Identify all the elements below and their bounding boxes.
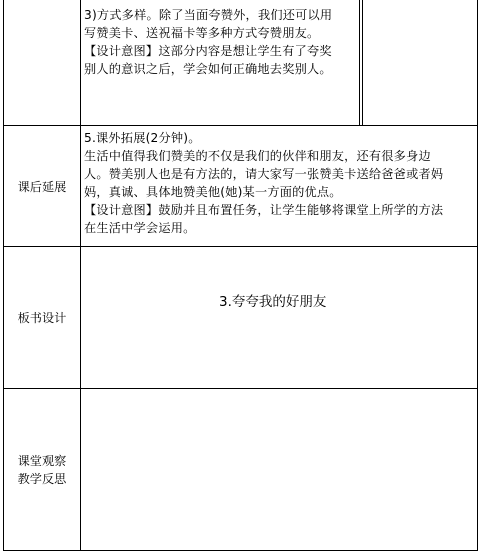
row1-line-4: 别人的意识之后，学会如何正确地去奖别人。: [84, 62, 332, 76]
row4-label-line-1: 课堂观察: [17, 454, 67, 468]
row2-line-6: 在生活中学会运用。: [84, 221, 196, 235]
row2-bottom-border: [3, 246, 478, 247]
row2-line-1: 5.课外拓展(2分钟)。: [84, 131, 201, 145]
row2-line-4: 妈，真诚、具体地赞美他(她)某一方面的优点。: [84, 185, 342, 199]
row1-line-1: 3)方式多样。除了当面夸赞外，我们还可以用: [84, 8, 333, 22]
board-design-title: 3.夸夸我的好朋友: [219, 294, 327, 310]
row2-label: 课后延展: [17, 180, 67, 194]
row4-label-cell: [4, 452, 80, 488]
row3-bottom-border: [3, 388, 478, 389]
table-bottom-border: [3, 550, 478, 551]
row2-content-cell: [84, 129, 476, 237]
row2-line-2: 生活中值得我们赞美的不仅是我们的伙伴和朋友，还有很多身边: [84, 149, 431, 163]
row3-label: 板书设计: [17, 311, 67, 325]
row1-content-cell: [84, 6, 356, 78]
table-right-border: [477, 0, 478, 551]
row2-label-cell: [4, 178, 80, 196]
row1-line-3: 【设计意图】这部分内容是想让学生有了夸奖: [84, 44, 332, 58]
row1-bottom-border: [3, 125, 478, 126]
row1-line-2: 写赞美卡、送祝福卡等多种方式夸赞朋友。: [84, 26, 320, 40]
row3-label-cell: [4, 309, 80, 327]
row2-line-3: 人。赞美别人也是有方法的，请大家写一张赞美卡送给爸爸或者妈: [84, 167, 444, 181]
row2-line-5: 【设计意图】鼓励并且布置任务，让学生能够将课堂上所学的方法: [84, 203, 444, 217]
row4-label-line-2: 教学反思: [17, 472, 67, 486]
row1-inner-divider: [359, 0, 360, 125]
label-column-divider: [80, 0, 81, 551]
row1-inner-divider-2: [362, 0, 363, 125]
